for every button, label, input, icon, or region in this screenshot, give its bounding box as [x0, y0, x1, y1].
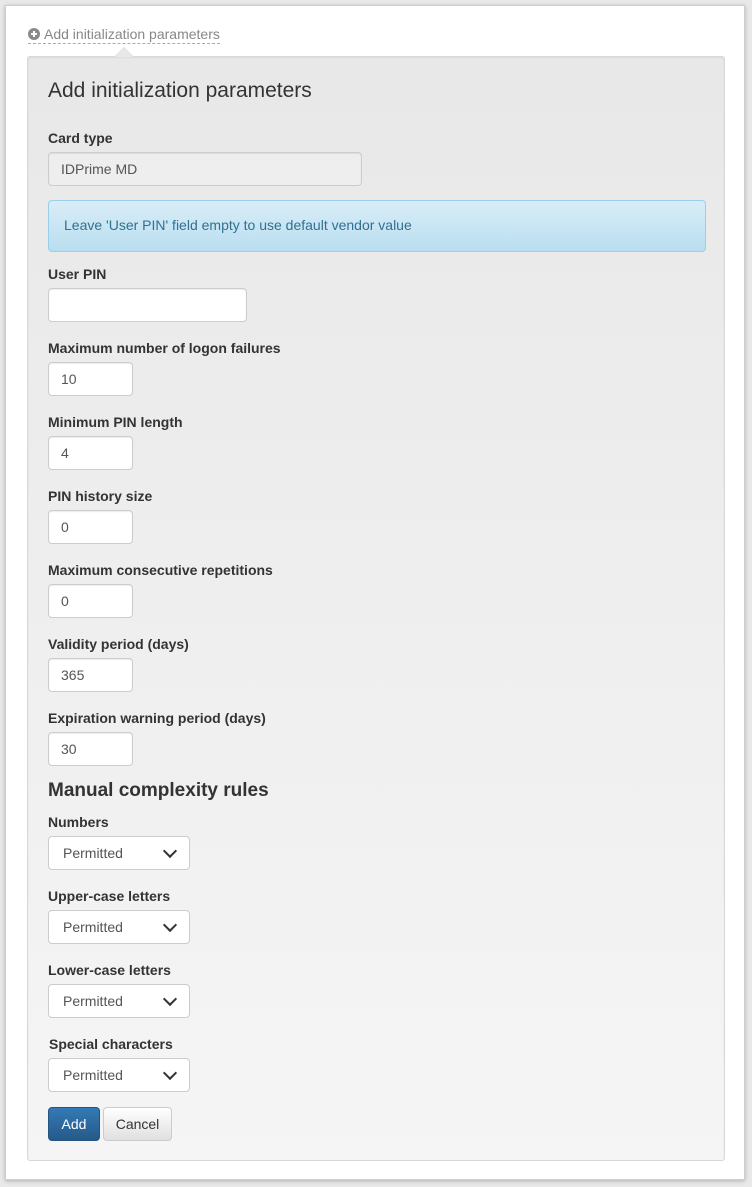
chevron-down-icon [163, 917, 177, 931]
max-consecutive-repetitions-input[interactable] [48, 584, 133, 618]
max-logon-failures-input[interactable] [48, 362, 133, 396]
lower-case-label: Lower-case letters [48, 962, 171, 978]
plus-circle-icon [28, 28, 40, 40]
validity-period-label: Validity period (days) [48, 636, 189, 652]
add-button[interactable]: Add [48, 1107, 100, 1141]
pin-history-size-label: PIN history size [48, 488, 153, 504]
chevron-down-icon [163, 991, 177, 1005]
special-characters-label: Special characters [49, 1036, 173, 1052]
page [5, 5, 745, 1180]
numbers-select-value: Permitted [63, 845, 123, 861]
toggle-label: Add initialization parameters [44, 26, 220, 42]
upper-case-select-value: Permitted [63, 919, 123, 935]
special-characters-select[interactable] [48, 1058, 190, 1092]
max-consecutive-repetitions-label: Maximum consecutive repetitions [48, 562, 273, 578]
min-pin-length-input[interactable] [48, 436, 133, 470]
panel-arrow [114, 47, 134, 57]
max-logon-failures-label: Maximum number of logon failures [48, 340, 281, 356]
add-init-params-toggle[interactable] [28, 26, 220, 44]
card-type-field [48, 152, 362, 186]
numbers-label: Numbers [48, 814, 109, 830]
user-pin-input[interactable] [48, 288, 247, 322]
expiration-warning-input[interactable] [48, 732, 133, 766]
chevron-down-icon [163, 843, 177, 857]
numbers-select[interactable] [48, 836, 190, 870]
chevron-down-icon [163, 1065, 177, 1079]
special-characters-select-value: Permitted [63, 1067, 123, 1083]
init-params-panel [27, 56, 725, 1161]
panel-title: Add initialization parameters [48, 79, 312, 102]
info-alert: Leave 'User PIN' field empty to use default vendor value [48, 200, 706, 252]
lower-case-select[interactable] [48, 984, 190, 1018]
cancel-button[interactable]: Cancel [103, 1107, 172, 1141]
expiration-warning-label: Expiration warning period (days) [48, 710, 266, 726]
min-pin-length-label: Minimum PIN length [48, 414, 183, 430]
complexity-rules-title: Manual complexity rules [48, 780, 269, 801]
validity-period-input[interactable] [48, 658, 133, 692]
lower-case-select-value: Permitted [63, 993, 123, 1009]
upper-case-label: Upper-case letters [48, 888, 171, 904]
user-pin-label: User PIN [48, 266, 107, 282]
upper-case-select[interactable] [48, 910, 190, 944]
pin-history-size-input[interactable] [48, 510, 133, 544]
card-type-label: Card type [48, 130, 113, 146]
